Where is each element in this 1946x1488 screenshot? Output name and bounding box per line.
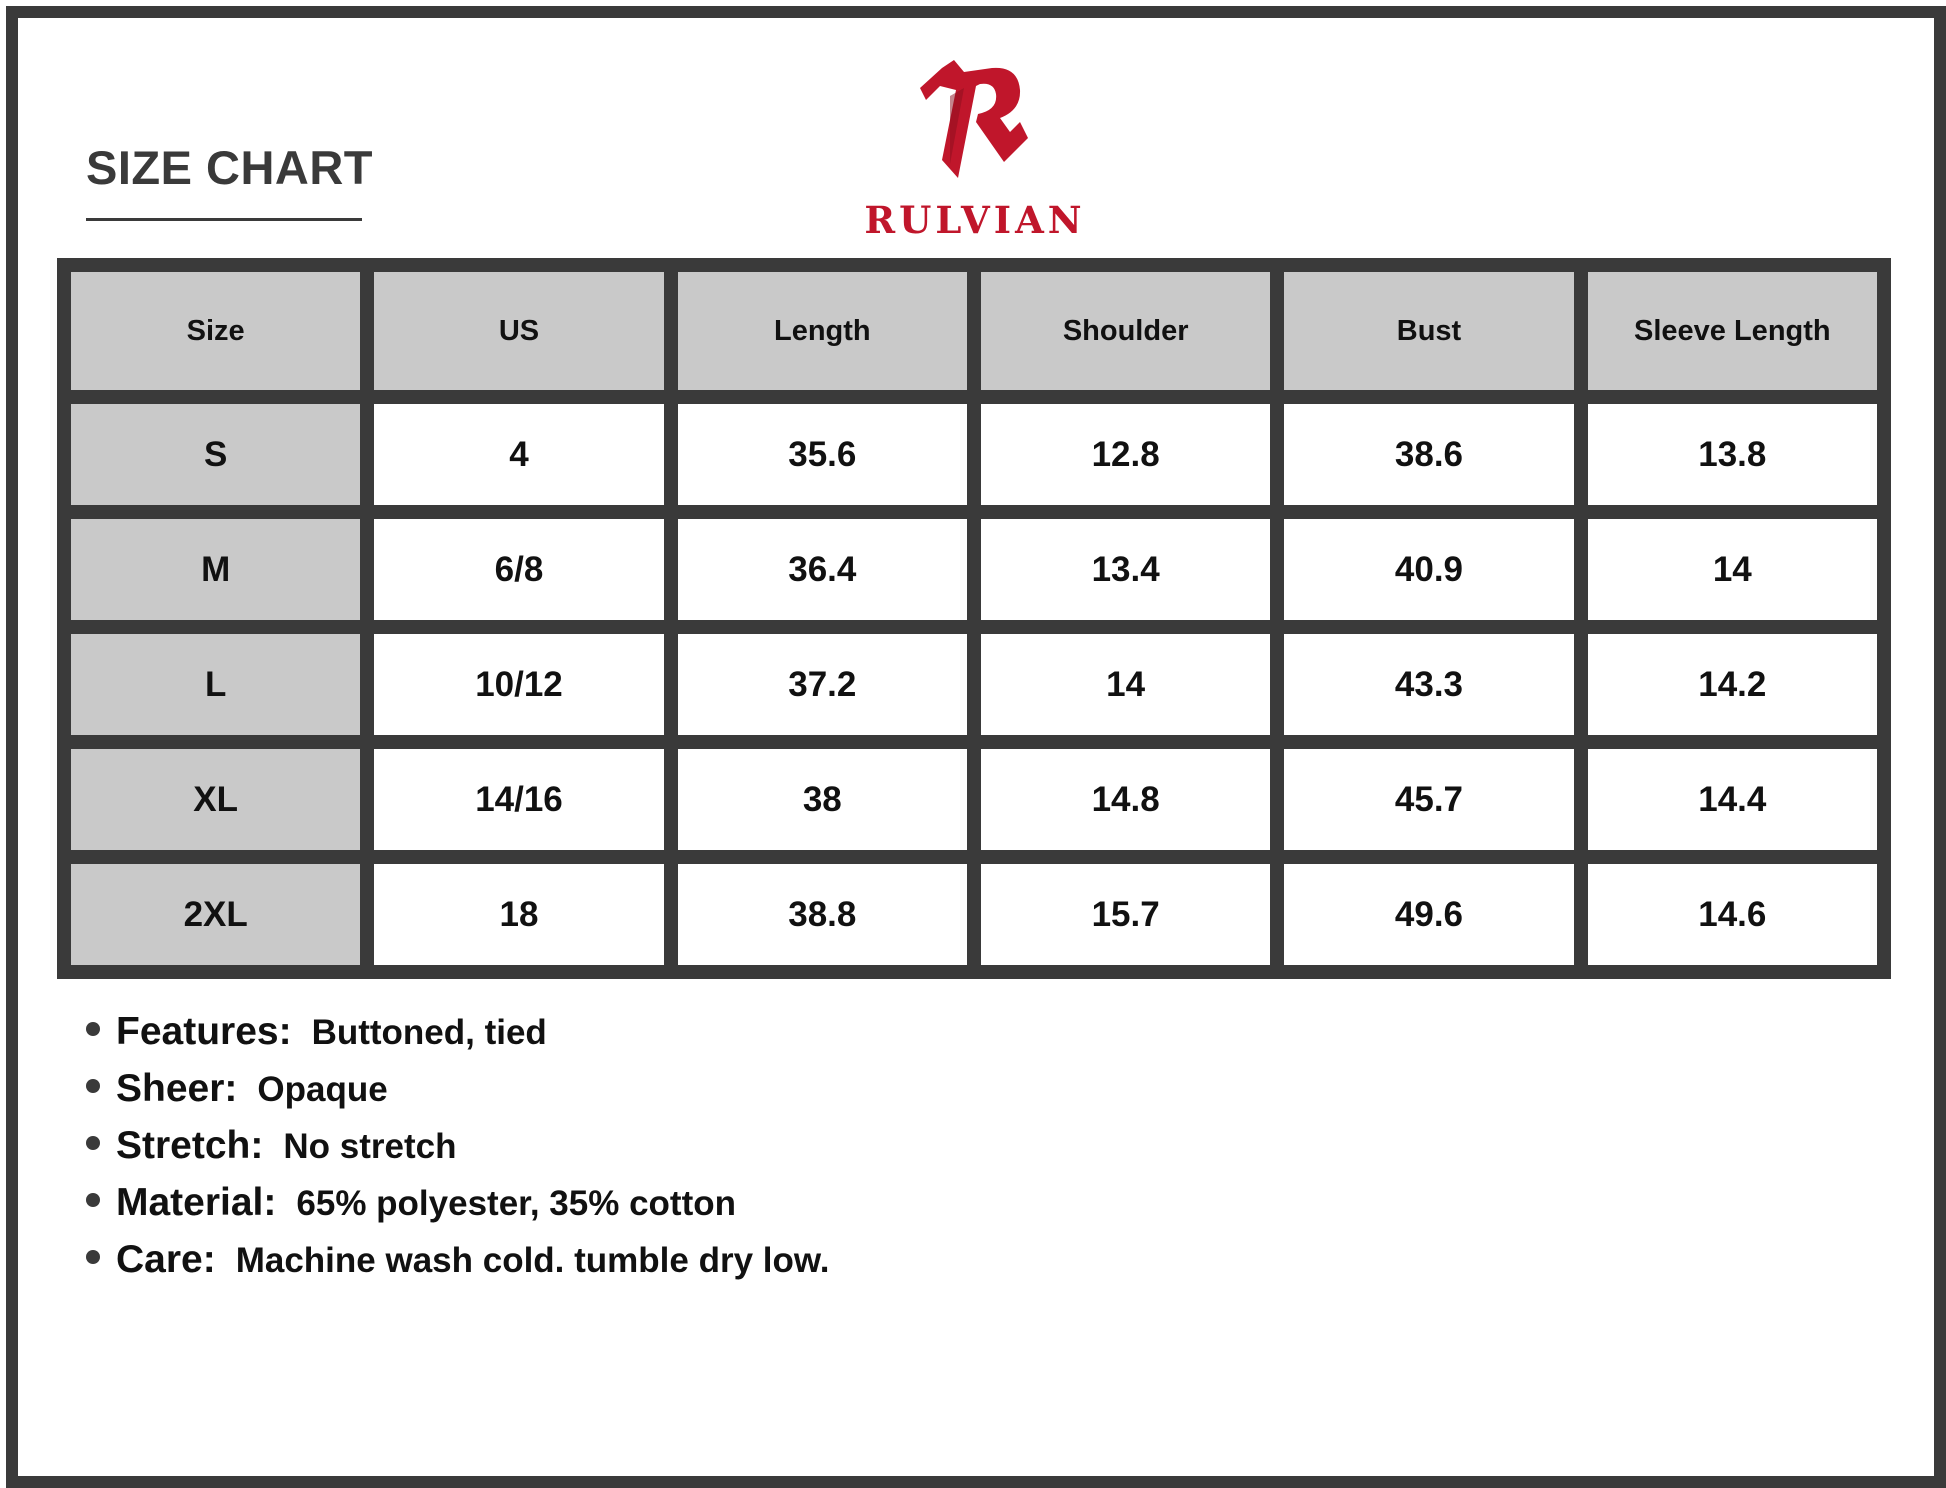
bullet-icon [86, 1250, 100, 1264]
feature-value: 65% polyester, 35% cotton [296, 1184, 736, 1223]
header-cell: Length [678, 272, 967, 390]
size-cell: XL [71, 749, 360, 850]
list-item [86, 1238, 830, 1295]
table-cell: 14.2 [1588, 634, 1877, 735]
table-row [71, 634, 1877, 735]
feature-value: No stretch [283, 1127, 457, 1166]
feature-label: Material: [116, 1181, 277, 1224]
bullet-icon [86, 1193, 100, 1207]
table-cell: 13.8 [1588, 404, 1877, 505]
table-cell: 10/12 [374, 634, 663, 735]
feature-label: Sheer: [116, 1067, 238, 1110]
list-item [86, 1124, 830, 1181]
feature-label: Features: [116, 1010, 292, 1053]
feature-value: Opaque [257, 1070, 388, 1109]
table-header-row [71, 272, 1877, 390]
feature-list [86, 1010, 830, 1295]
table-cell: 38 [678, 749, 967, 850]
size-cell: 2XL [71, 864, 360, 965]
table-cell: 14/16 [374, 749, 663, 850]
list-item [86, 1067, 830, 1124]
table-cell: 40.9 [1284, 519, 1573, 620]
page-title: SIZE CHART [86, 141, 373, 194]
table-row [71, 404, 1877, 505]
header-cell: Bust [1284, 272, 1573, 390]
table-row [71, 749, 1877, 850]
size-cell: L [71, 634, 360, 735]
header-cell: Size [71, 272, 360, 390]
table-row [71, 864, 1877, 965]
table-cell: 13.4 [981, 519, 1270, 620]
table-cell: 49.6 [1284, 864, 1573, 965]
table-cell: 18 [374, 864, 663, 965]
table-cell: 38.6 [1284, 404, 1573, 505]
bullet-icon [86, 1079, 100, 1093]
table-cell: 14.4 [1588, 749, 1877, 850]
table-cell: 37.2 [678, 634, 967, 735]
list-item [86, 1181, 830, 1238]
feature-value: Buttoned, tied [311, 1013, 547, 1052]
size-cell: M [71, 519, 360, 620]
list-item [86, 1010, 830, 1067]
table-cell: 12.8 [981, 404, 1270, 505]
brand-name: RULVIAN [864, 198, 1086, 242]
table-cell: 35.6 [678, 404, 967, 505]
bullet-icon [86, 1022, 100, 1036]
table-row [71, 519, 1877, 620]
header-cell: Shoulder [981, 272, 1270, 390]
table-cell: 36.4 [678, 519, 967, 620]
table-cell: 15.7 [981, 864, 1270, 965]
brand-logo [860, 60, 1090, 240]
table-cell: 38.8 [678, 864, 967, 965]
header-cell: US [374, 272, 663, 390]
table-cell: 14.6 [1588, 864, 1877, 965]
size-cell: S [71, 404, 360, 505]
feature-label: Stretch: [116, 1124, 264, 1167]
table-cell: 14.8 [981, 749, 1270, 850]
title-underline [86, 218, 362, 221]
table-cell: 43.3 [1284, 634, 1573, 735]
table-cell: 4 [374, 404, 663, 505]
header-cell: Sleeve Length [1588, 272, 1877, 390]
table-cell: 14 [1588, 519, 1877, 620]
table-cell: 6/8 [374, 519, 663, 620]
bullet-icon [86, 1136, 100, 1150]
table-cell: 14 [981, 634, 1270, 735]
size-table [57, 258, 1891, 979]
table-cell: 45.7 [1284, 749, 1573, 850]
feature-label: Care: [116, 1238, 216, 1281]
rulvian-r-logo-icon [920, 60, 1030, 190]
feature-value: Machine wash cold. tumble dry low. [235, 1241, 830, 1280]
